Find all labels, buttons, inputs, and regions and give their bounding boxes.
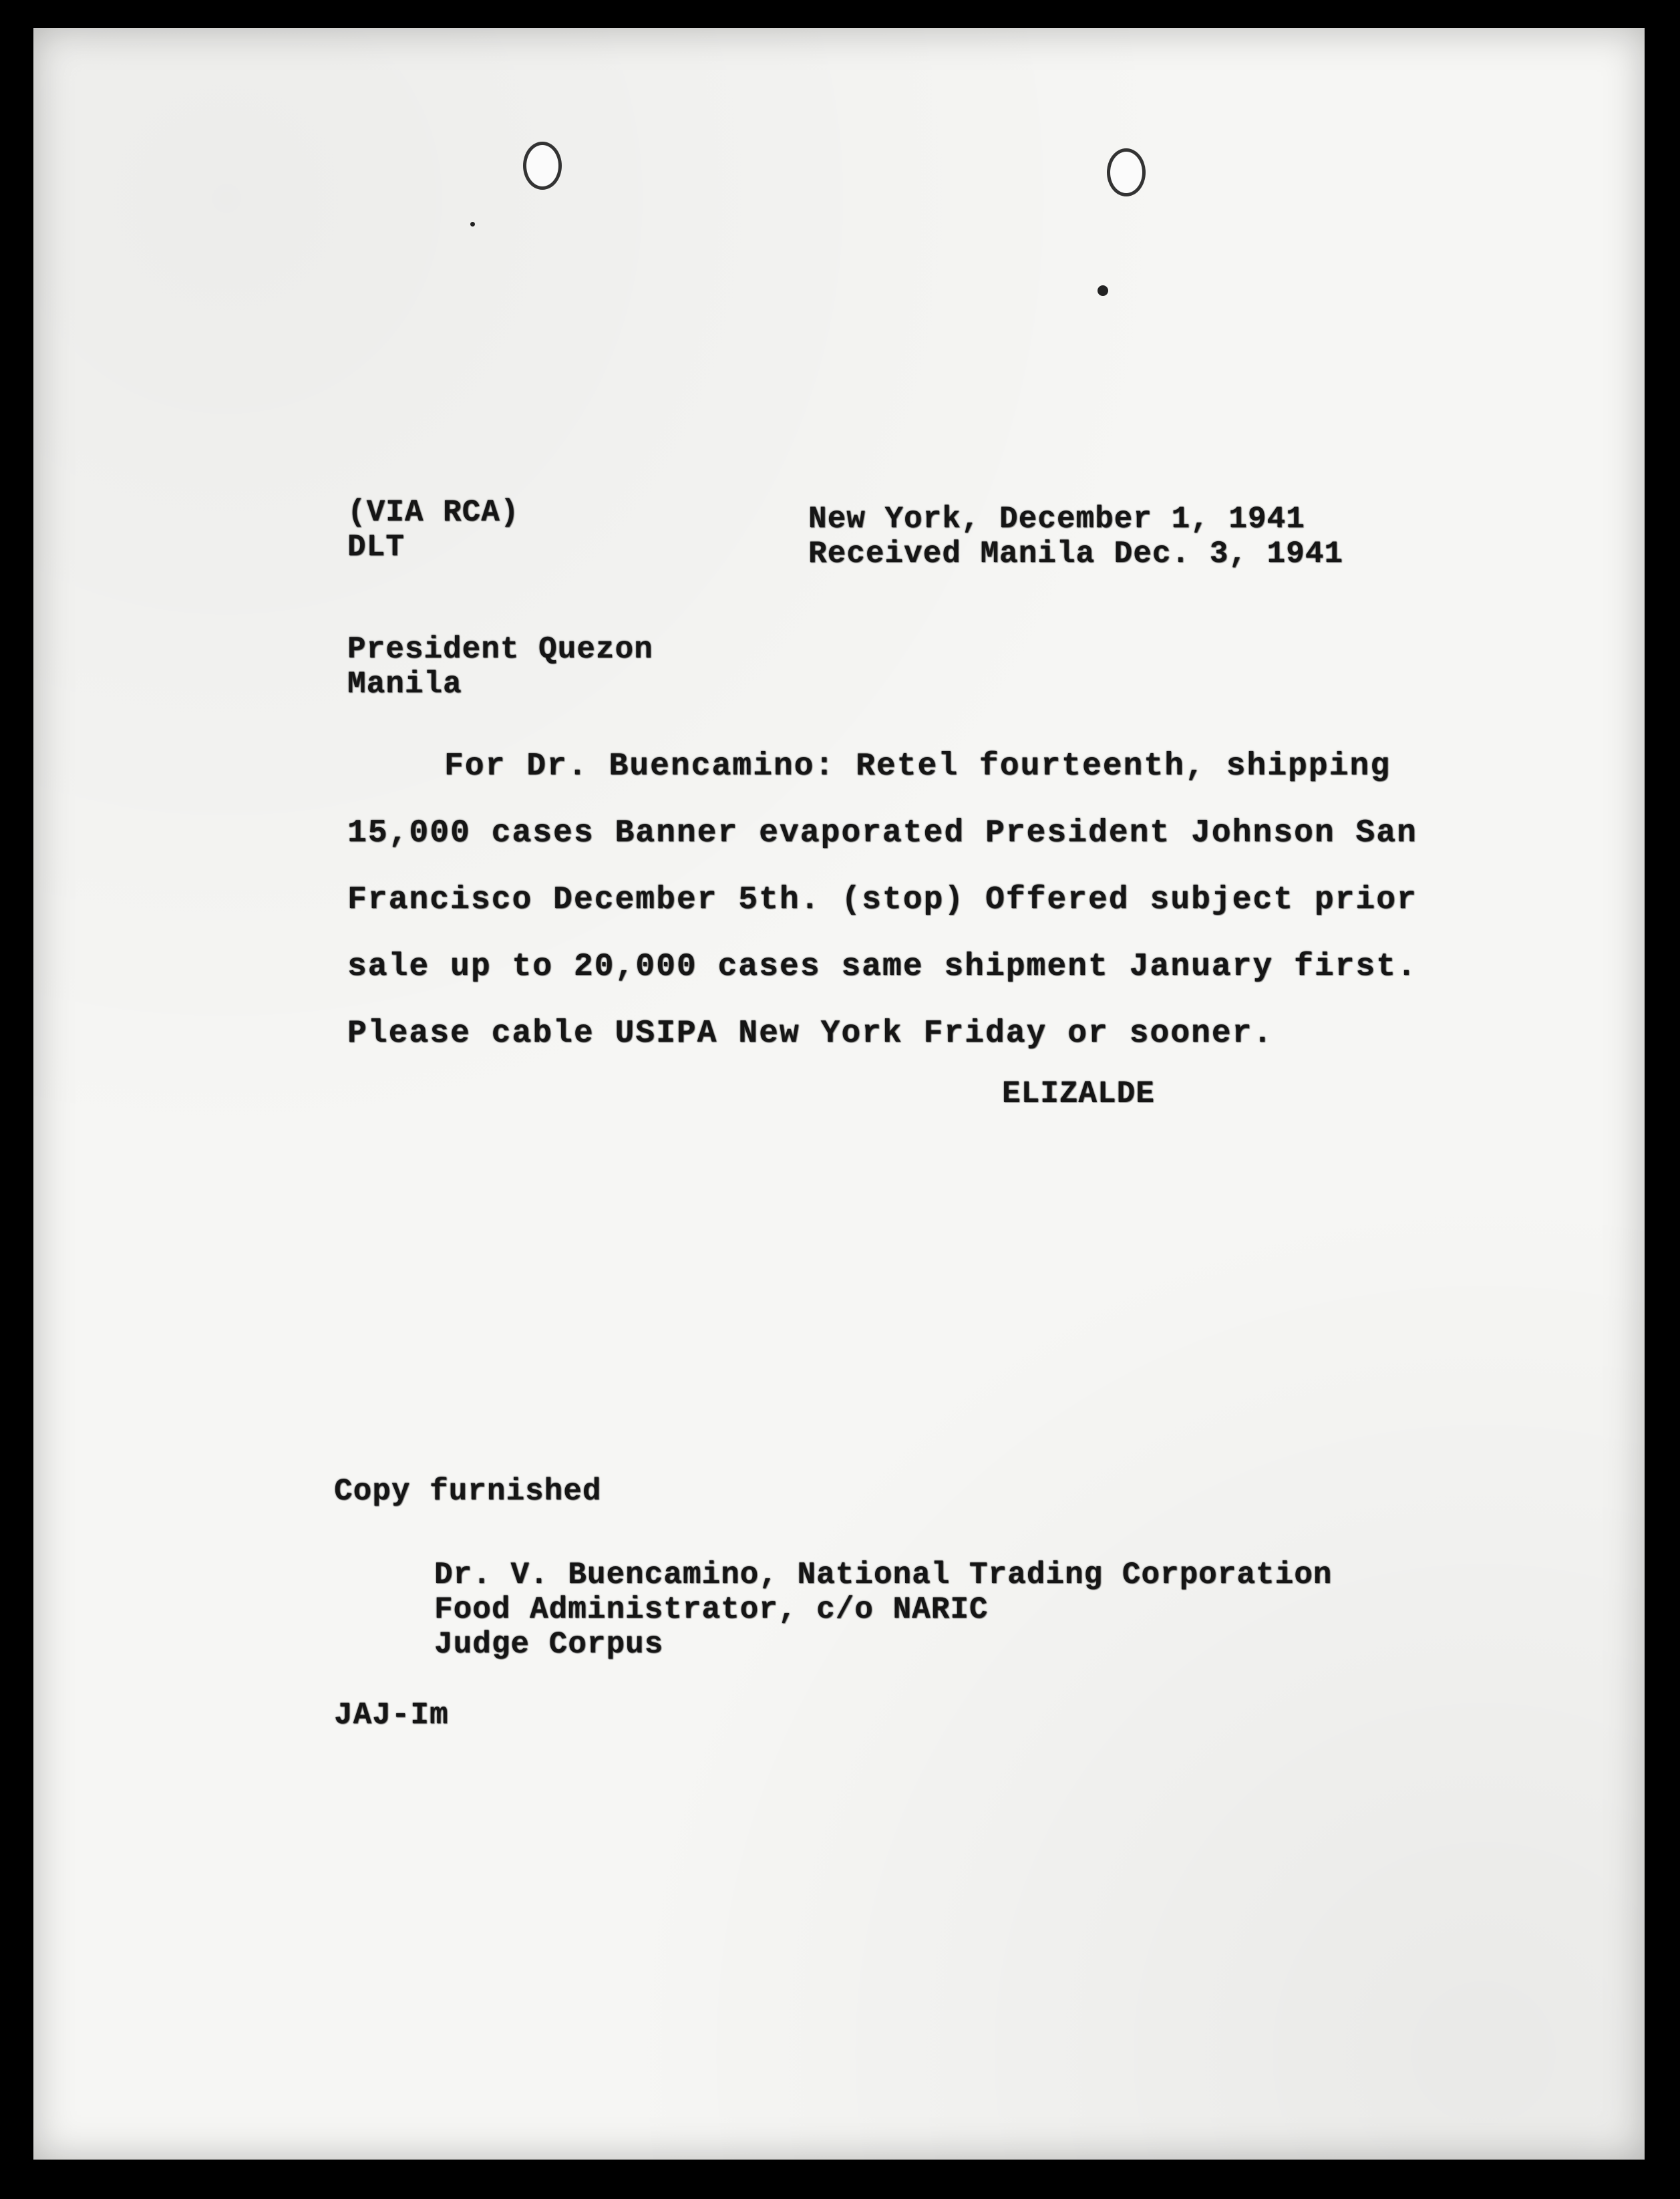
punch-hole-left: [523, 142, 562, 190]
message-line-3: Francisco December 5th. (stop) Offered subject prior: [347, 882, 1417, 918]
copy-recipient-1: Dr. V. Buencamino, National Trading Corporation: [434, 1558, 1333, 1592]
copy-recipient-3: Judge Corpus: [434, 1627, 664, 1662]
message-line-4: sale up to 20,000 cases same shipment January first.: [347, 949, 1417, 985]
via-line: (VIA RCA): [347, 495, 520, 530]
message-line-1: For Dr. Buencamino: Retel fourteenth, shipping: [444, 748, 1391, 784]
sent-date-line: New York, December 1, 1941: [808, 502, 1305, 537]
ink-speck: [470, 222, 475, 227]
addressee-city: Manila: [347, 667, 462, 702]
addressee-name: President Quezon: [347, 632, 653, 667]
document-page: [33, 28, 1645, 2160]
code-line: DLT: [347, 530, 405, 565]
copy-recipient-2: Food Administrator, c/o NARIC: [434, 1592, 989, 1627]
message-line-5: Please cable USIPA New York Friday or sooner.: [347, 1016, 1274, 1052]
punch-hole-right: [1107, 148, 1146, 196]
signature: ELIZALDE: [1002, 1076, 1155, 1111]
copy-heading: Copy furnished: [334, 1474, 602, 1509]
received-date-line: Received Manila Dec. 3, 1941: [808, 537, 1343, 571]
reference-initials: JAJ-Im: [334, 1698, 449, 1733]
ink-speck: [1098, 285, 1108, 296]
message-line-2: 15,000 cases Banner evaporated President Johnson San: [347, 815, 1417, 851]
